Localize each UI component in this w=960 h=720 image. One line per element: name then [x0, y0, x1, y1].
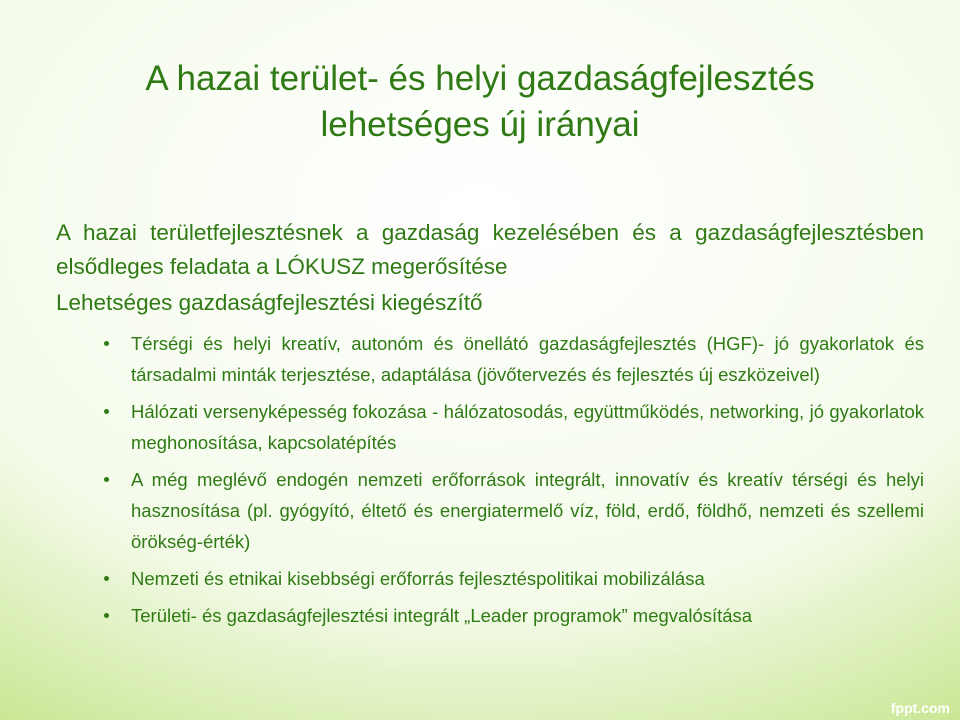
bullet-text: A még meglévő endogén nemzeti erőforrások integrált, innovatív és kreatív térségi és helyi hasznosítása (pl. gyógyító, éltető és energiatermelő víz, föld, erdő, földhő, nemzeti és szellemi örökség-érték) — [131, 469, 924, 552]
bullet-dot-icon — [104, 477, 109, 482]
title-line-2: lehetséges új irányai — [320, 105, 640, 144]
bullet-item — [56, 396, 924, 458]
bullet-item — [56, 328, 924, 390]
bullet-text: Térségi és helyi kreatív, autonóm és önellátó gazdaságfejlesztés (HGF)- jó gyakorlatok és társadalmi minták terjesztése, adaptálása (jövőtervezés és fejlesztés új eszközeivel) — [131, 333, 924, 385]
bullet-dot-icon — [104, 576, 109, 581]
bullet-dot-icon — [104, 613, 109, 618]
slide-title — [60, 56, 900, 148]
bullet-list — [56, 328, 924, 631]
title-line-1: A hazai terület- és helyi gazdaságfejlesztés — [145, 59, 815, 98]
bullet-dot-icon — [104, 409, 109, 414]
bullet-text: Hálózati versenyképesség fokozása - hálózatosodás, együttműködés, networking, jó gyakorlatok meghonosítása, kapcsolatépítés — [131, 401, 924, 453]
bullet-item — [56, 464, 924, 557]
bullet-item — [56, 600, 924, 631]
bullet-item — [56, 563, 924, 594]
bullet-dot-icon — [104, 341, 109, 346]
watermark: fppt.com — [890, 700, 950, 716]
bullet-text: Nemzeti és etnikai kisebbségi erőforrás fejlesztéspolitikai mobilizálása — [131, 568, 705, 589]
subheading-paragraph: Lehetséges gazdaságfejlesztési kiegészítő — [56, 290, 483, 315]
bullet-text: Területi- és gazdaságfejlesztési integrált „Leader programok” megvalósítása — [131, 605, 753, 626]
slide-body — [56, 216, 924, 637]
intro-paragraph: A hazai területfejlesztésnek a gazdaság kezelésében és a gazdaságfejlesztésben elsődleges feladata a LÓKUSZ megerősítése — [56, 220, 924, 279]
